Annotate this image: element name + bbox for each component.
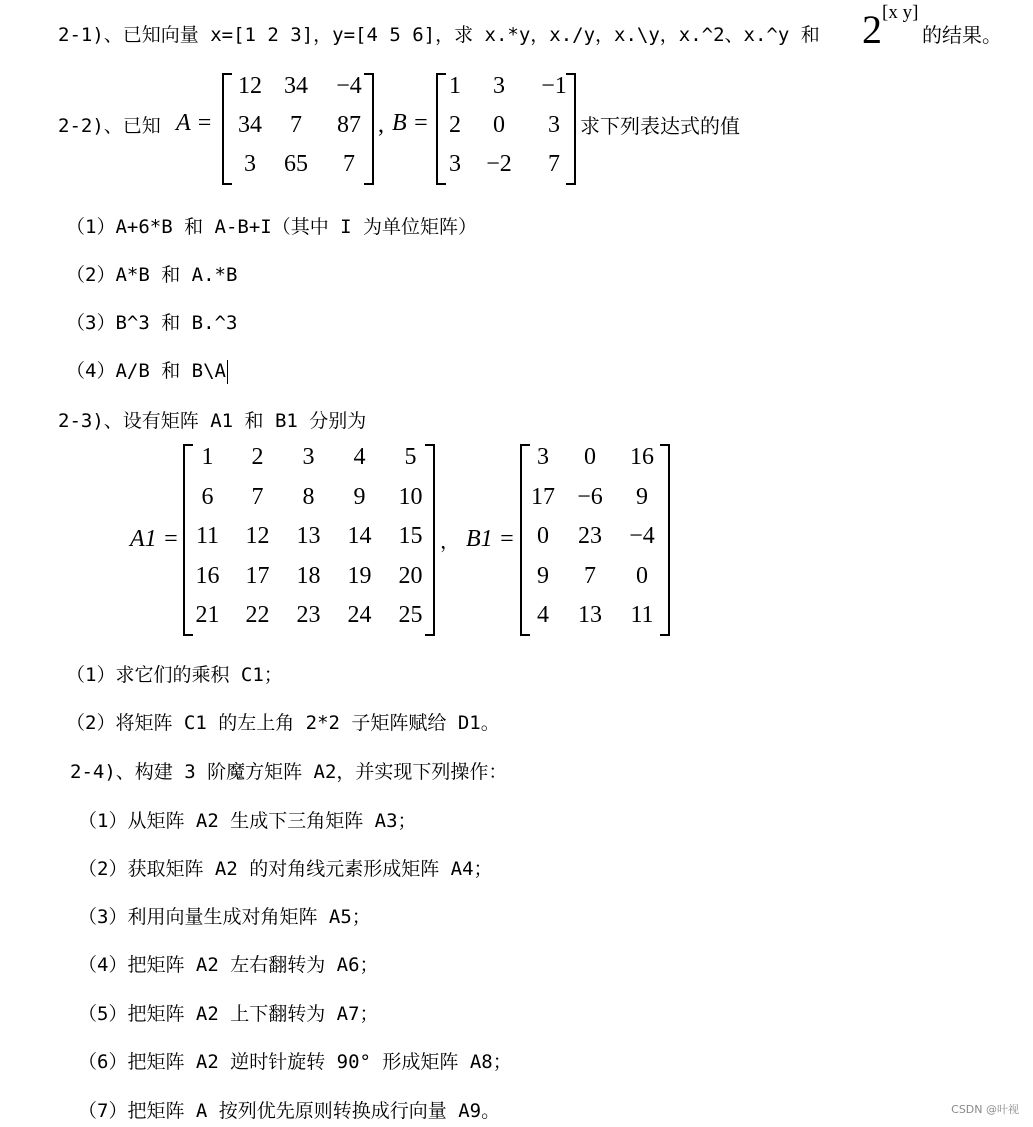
matrix-B-cell: 3 bbox=[493, 73, 505, 99]
q4-item-3: （3）利用向量生成对角矩阵 A5； bbox=[78, 906, 371, 928]
matrix-A1-cell: 14 bbox=[347, 523, 372, 549]
matrix-B-cell: 1 bbox=[449, 73, 461, 99]
matrix-A1-cell: 10 bbox=[398, 483, 423, 510]
matrix-A-label: A = bbox=[176, 110, 213, 136]
q2-item-2: （2）A*B 和 A.*B bbox=[66, 264, 238, 286]
matrix-A-cell: 34 bbox=[284, 73, 308, 99]
matrix-A-cell: 87 bbox=[337, 112, 361, 138]
q4-item-1: （1）从矩阵 A2 生成下三角矩阵 A3； bbox=[78, 810, 417, 832]
matrix-B1-cell: 11 bbox=[630, 602, 654, 628]
matrix-B bbox=[440, 73, 580, 190]
matrix-B-cell: 3 bbox=[449, 151, 461, 177]
matrix-A1-B1-separator: ， bbox=[440, 529, 460, 553]
q2-item-4-text: （4）A/B 和 B\A bbox=[66, 360, 226, 382]
matrix-A-cell: −4 bbox=[336, 73, 362, 99]
matrix-A1-cell: 3 bbox=[302, 444, 315, 470]
matrix-B1-cell: 0 bbox=[636, 562, 648, 589]
matrix-B1-cell: 4 bbox=[537, 602, 549, 628]
matrix-A1-right-bracket bbox=[425, 444, 435, 636]
matrix-B1-cell: 0 bbox=[584, 444, 596, 470]
matrix-A1-cell: 22 bbox=[245, 602, 270, 628]
matrix-A1-cell: 5 bbox=[404, 444, 417, 470]
matrix-A bbox=[230, 73, 376, 190]
matrix-B1-cell: 16 bbox=[630, 444, 654, 470]
matrix-B1 bbox=[522, 444, 668, 642]
q1-suffix: 的结果。 bbox=[922, 23, 1002, 47]
q1-power-exponent: [x y] bbox=[882, 2, 919, 23]
matrix-A1-cell: 20 bbox=[398, 562, 423, 589]
matrix-A1-cell: 16 bbox=[195, 562, 220, 589]
matrix-A1-cell: 9 bbox=[353, 483, 366, 510]
matrix-B1-cell: 9 bbox=[636, 483, 648, 510]
matrix-A-cell: 12 bbox=[238, 73, 262, 99]
matrix-B-cell: 0 bbox=[493, 112, 505, 138]
matrix-B1-cell: 23 bbox=[578, 523, 602, 549]
matrix-B1-right-bracket bbox=[660, 444, 670, 636]
matrix-A1-cell: 15 bbox=[398, 523, 423, 549]
matrix-B1-cell: −4 bbox=[629, 523, 655, 549]
matrix-A1-cell: 4 bbox=[353, 444, 366, 470]
matrix-B1-label: B1 = bbox=[466, 526, 515, 552]
text-cursor bbox=[227, 360, 229, 384]
matrix-A1-cell: 2 bbox=[251, 444, 264, 470]
matrix-B-cell: 3 bbox=[548, 112, 560, 138]
matrix-B1-cell: 13 bbox=[578, 602, 602, 628]
matrix-A1-cell: 24 bbox=[347, 602, 372, 628]
q4-item-4: （4）把矩阵 A2 左右翻转为 A6； bbox=[78, 954, 379, 976]
q4-item-7: （7）把矩阵 A 按列优先原则转换成行向量 A9。 bbox=[78, 1100, 501, 1122]
matrix-B-cell: −1 bbox=[541, 73, 567, 99]
matrix-B1-cell: 9 bbox=[537, 562, 549, 589]
matrix-B1-cell: 0 bbox=[537, 523, 549, 549]
matrix-A1-cell: 8 bbox=[302, 483, 315, 510]
matrix-A1-cell: 23 bbox=[296, 602, 321, 628]
matrix-B1-cell: 3 bbox=[537, 444, 549, 470]
watermark: CSDN @叶视 bbox=[951, 1103, 1019, 1116]
matrix-A-cell: 7 bbox=[290, 112, 302, 138]
matrix-B-right-bracket bbox=[566, 73, 576, 185]
q4-item-2: （2）获取矩阵 A2 的对角线元素形成矩阵 A4； bbox=[78, 858, 493, 880]
q2-item-4 bbox=[66, 358, 228, 384]
matrix-A-cell: 65 bbox=[284, 151, 308, 177]
matrix-B-cell: 7 bbox=[548, 151, 560, 177]
matrix-A1-cell: 21 bbox=[195, 602, 220, 628]
matrix-B1-cell: 17 bbox=[531, 483, 555, 510]
matrix-A1-cell: 6 bbox=[201, 483, 214, 510]
matrix-A1-cell: 7 bbox=[251, 483, 264, 510]
matrix-A1 bbox=[183, 444, 436, 642]
q4-item-6: （6）把矩阵 A2 逆时针旋转 90° 形成矩阵 A8； bbox=[78, 1051, 512, 1073]
q2-suffix: 求下列表达式的值 bbox=[580, 114, 740, 138]
matrix-A1-cell: 17 bbox=[245, 562, 270, 589]
matrix-B1-cell: −6 bbox=[577, 483, 603, 510]
matrix-B-label: B = bbox=[392, 110, 429, 136]
matrix-A1-cell: 1 bbox=[201, 444, 214, 470]
q3-item-2: （2）将矩阵 C1 的左上角 2*2 子矩阵赋给 D1。 bbox=[66, 712, 500, 734]
q2-item-1: （1）A+6*B 和 A-B+I（其中 I 为单位矩阵） bbox=[66, 216, 478, 238]
q3-item-1: （1）求它们的乘积 C1； bbox=[66, 664, 283, 686]
matrix-A1-cell: 11 bbox=[195, 523, 220, 549]
matrix-A1-cell: 18 bbox=[296, 562, 321, 589]
matrix-A-right-bracket bbox=[364, 73, 374, 185]
matrix-A1-cell: 13 bbox=[296, 523, 321, 549]
matrix-separator: , bbox=[378, 112, 384, 138]
matrix-A-cell: 7 bbox=[343, 151, 355, 177]
q1-power-base: 2 bbox=[862, 7, 882, 52]
q3-title: 2-3)、设有矩阵 A1 和 B1 分别为 bbox=[58, 410, 367, 432]
matrix-B-cell: 2 bbox=[449, 112, 461, 138]
matrix-A1-label: A1 = bbox=[130, 526, 179, 552]
q2-item-3: （3）B^3 和 B.^3 bbox=[66, 312, 238, 334]
matrix-A1-cell: 12 bbox=[245, 523, 270, 549]
matrix-A-cell: 34 bbox=[238, 112, 262, 138]
matrix-A1-cell: 25 bbox=[398, 602, 423, 628]
q4-title: 2-4)、构建 3 阶魔方矩阵 A2，并实现下列操作： bbox=[70, 761, 508, 783]
matrix-A1-cell: 19 bbox=[347, 562, 372, 589]
q4-item-5: （5）把矩阵 A2 上下翻转为 A7； bbox=[78, 1003, 379, 1025]
matrix-B1-cell: 7 bbox=[584, 562, 596, 589]
matrix-A-cell: 3 bbox=[244, 151, 256, 177]
q2-prefix: 2-2)、已知 bbox=[58, 115, 161, 137]
matrix-B-cell: −2 bbox=[486, 151, 512, 177]
q1-text: 2-1)、已知向量 x=[1 2 3]，y=[4 5 6]，求 x.*y，x./y，x.\y，x.^2、x.^y 和 bbox=[58, 24, 820, 46]
